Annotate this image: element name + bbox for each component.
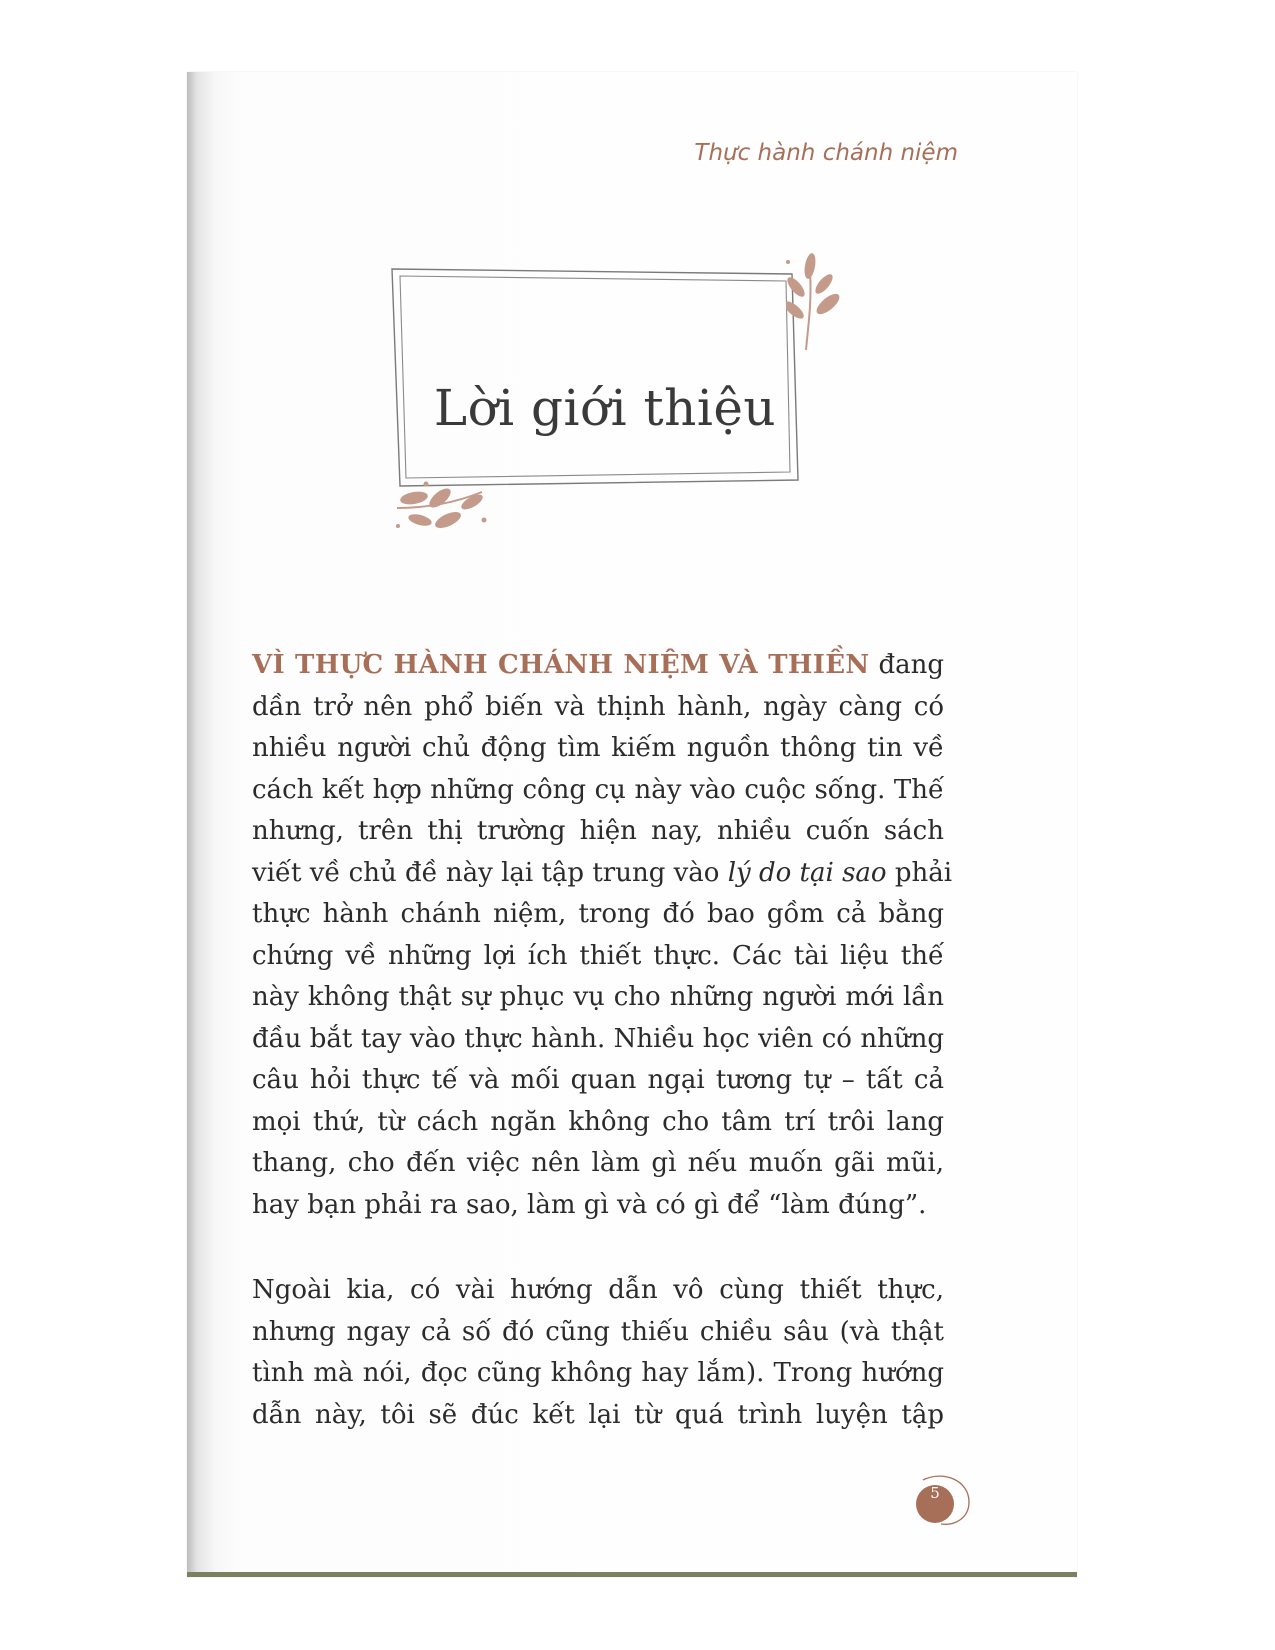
paragraph-1 xyxy=(252,645,953,1226)
paragraph-line: thang, cho đến việc nên làm gì nếu muốn gãi mũi, xyxy=(252,1148,944,1178)
paragraph-line: dần trở nên phổ biến và thịnh hành, ngày càng có xyxy=(252,691,944,722)
chapter-title: Lời giới thiệu xyxy=(433,378,777,437)
paragraph-line: thực hành chánh niệm, trong đó bao gồm cả bằng xyxy=(252,899,944,929)
paragraph-line: này không thật sự phục vụ cho những người mới lần xyxy=(252,982,944,1012)
leaf-sprig-bottom-icon xyxy=(392,478,502,538)
paragraph-line: nhưng, trên thị trường hiện nay, nhiều cuốn sách xyxy=(252,816,944,846)
paragraph-line: dẫn này, tôi sẽ đúc kết lại từ quá trình luyện tập xyxy=(252,1399,944,1430)
lead-in-caps: VÌ THỰC HÀNH CHÁNH NIỆM VÀ THIỀN xyxy=(252,650,870,680)
emphasis-text: lý do tại sao xyxy=(727,857,887,888)
paragraph-line: câu hỏi thực tế và mối quan ngại tương tự – tất cả xyxy=(252,1065,944,1095)
paragraph-2 xyxy=(252,1270,944,1436)
leaf-sprig-top-icon xyxy=(786,252,856,352)
paragraph-line: cách kết hợp những công cụ này vào cuộc sống. Thế xyxy=(252,774,944,805)
paragraph-line: đầu bắt tay vào thực hành. Nhiều học viên có những xyxy=(252,1023,944,1054)
paragraph-line: Ngoài kia, có vài hướng dẫn vô cùng thiết thực, xyxy=(252,1275,944,1305)
paragraph-line xyxy=(252,645,944,687)
line-text: đang xyxy=(869,650,944,680)
line-text: phải xyxy=(886,857,953,888)
paragraph-line: nhiều người chủ động tìm kiếm nguồn thông tin về xyxy=(252,733,944,763)
paragraph-line xyxy=(252,853,953,895)
paragraph-line: mọi thứ, từ cách ngăn không cho tâm trí trôi lang xyxy=(252,1106,944,1137)
paragraph-line: hay bạn phải ra sao, làm gì và có gì để “làm đúng”. xyxy=(252,1189,927,1220)
paragraph-line: tình mà nói, đọc cũng không hay lắm). Trong hướng xyxy=(252,1358,944,1388)
running-head: Thực hành chánh niệm xyxy=(694,140,958,166)
line-text: viết về chủ đề này lại tập trung vào xyxy=(252,857,728,888)
paragraph-line: chứng về những lợi ích thiết thực. Các tài liệu thế xyxy=(252,940,944,971)
page-number: 5 xyxy=(930,1484,940,1502)
page-edge xyxy=(187,1572,1077,1577)
paragraph-line: nhưng ngay cả số đó cũng thiếu chiều sâu (và thật xyxy=(252,1316,944,1347)
